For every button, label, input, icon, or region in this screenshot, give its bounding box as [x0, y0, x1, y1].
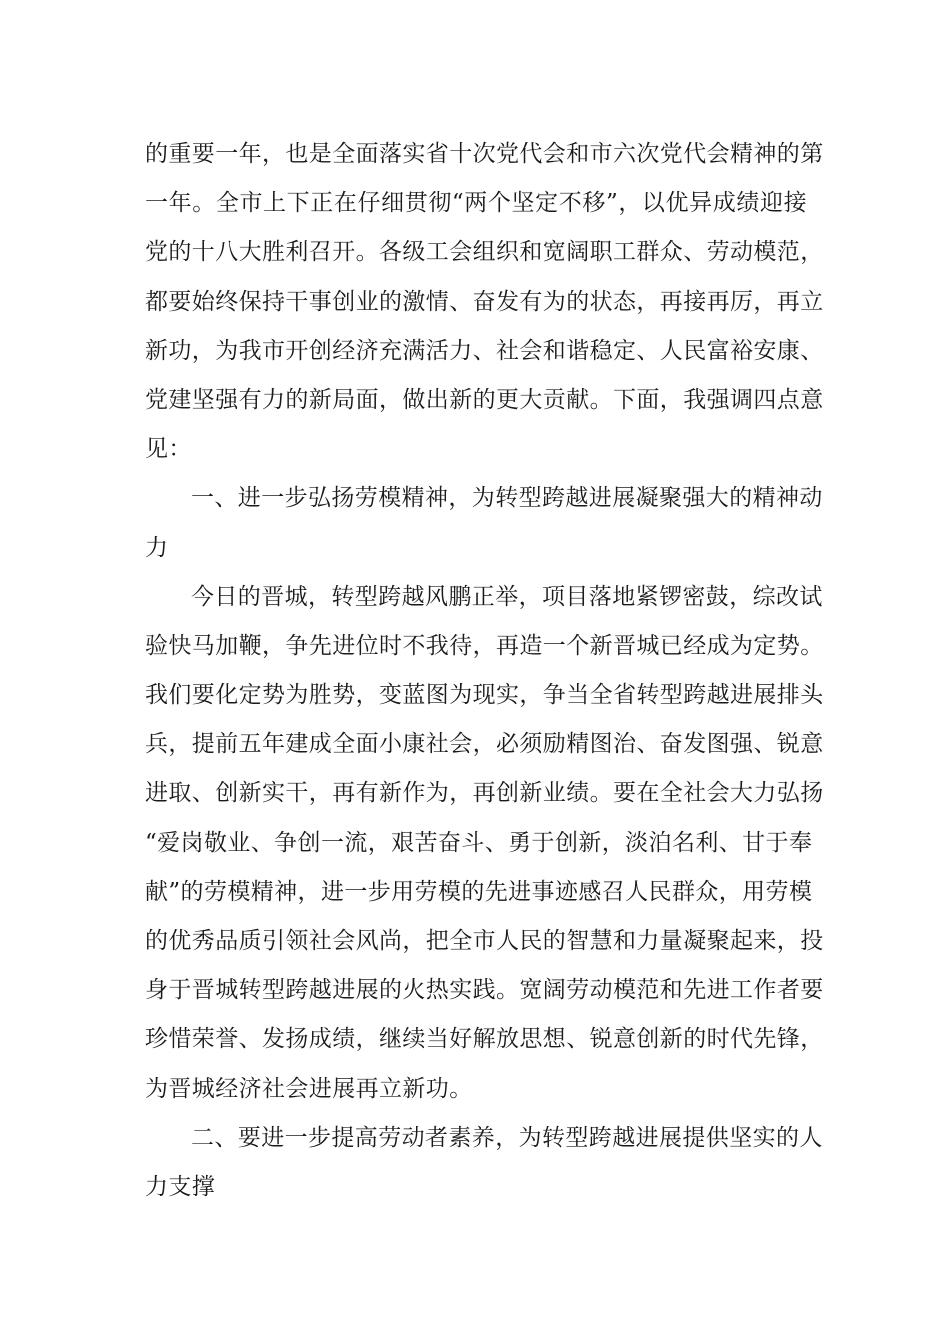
section-heading-2: [145, 1114, 823, 1212]
text-line: 的重要一年，也是全面落实省十次党代会和市六次党代会精神的第: [145, 141, 824, 167]
text-line: 一年。全市上下正在仔细贯彻“两个坚定不移”，以优异成绩迎接: [145, 190, 807, 217]
text-line: 党的十八大胜利召开。各级工会组织和宽阔职工群众、劳动模范，: [145, 239, 824, 266]
text-line: 身于晋城转型跨越进展的火热实践。宽阔劳动模范和先进工作者要: [145, 977, 824, 1004]
text-line: 新功，为我市开创经济充满活力、社会和谐稳定、人民富裕安康、: [145, 337, 824, 364]
text-line: 验快马加鞭，争先进位时不我待，再造一个新晋城已经成为定势。: [145, 632, 824, 659]
text-line: 我们要化定势为胜势，变蓝图为现实，争当全省转型跨越进展排头: [145, 682, 824, 709]
text-line: “爱岗敬业、争创一流，艰苦奋斗、勇于创新，淡泊名利、甘于奉: [145, 829, 813, 856]
text-line: 献”的劳模精神，进一步用劳模的先进事迹感召人民群众，用劳模: [145, 878, 813, 905]
text-line: 今日的晋城，转型跨越风鹏正举，项目落地紧锣密鼓，综改试: [191, 583, 823, 610]
heading-line: 力: [145, 534, 169, 561]
heading-line: 力支撑: [145, 1173, 216, 1200]
document-body: [145, 130, 824, 1212]
text-line: 珍惜荣誉、发扬成绩，继续当好解放思想、锐意创新的时代先锋，: [145, 1026, 824, 1053]
text-line: 见：: [145, 436, 192, 463]
text-line: 进取、创新实干，再有新作为，再创新业绩。要在全社会大力弘扬: [145, 780, 824, 807]
text-line: 都要始终保持干事创业的激情、奋发有为的状态，再接再厉，再立: [145, 288, 824, 315]
text-line: 的优秀品质引领社会风尚，把全市人民的智慧和力量凝聚起来，投: [145, 928, 824, 954]
section-heading-1: [145, 474, 823, 572]
paragraph-intro: [145, 130, 824, 474]
text-line: 为晋城经济社会进展再立新功。: [145, 1075, 473, 1102]
text-line: 党建坚强有力的新局面，做出新的更大贡献。下面，我强调四点意: [145, 386, 824, 413]
paragraph-section-1: [145, 573, 824, 1114]
text-line: 兵，提前五年建成全面小康社会，必须励精图治、奋发图强、锐意: [145, 731, 824, 758]
heading-line: 二、要进一步提高劳动者素养，为转型跨越进展提供坚实的人: [191, 1124, 823, 1151]
heading-line: 一、进一步弘扬劳模精神，为转型跨越进展凝聚强大的精神动: [191, 485, 823, 512]
